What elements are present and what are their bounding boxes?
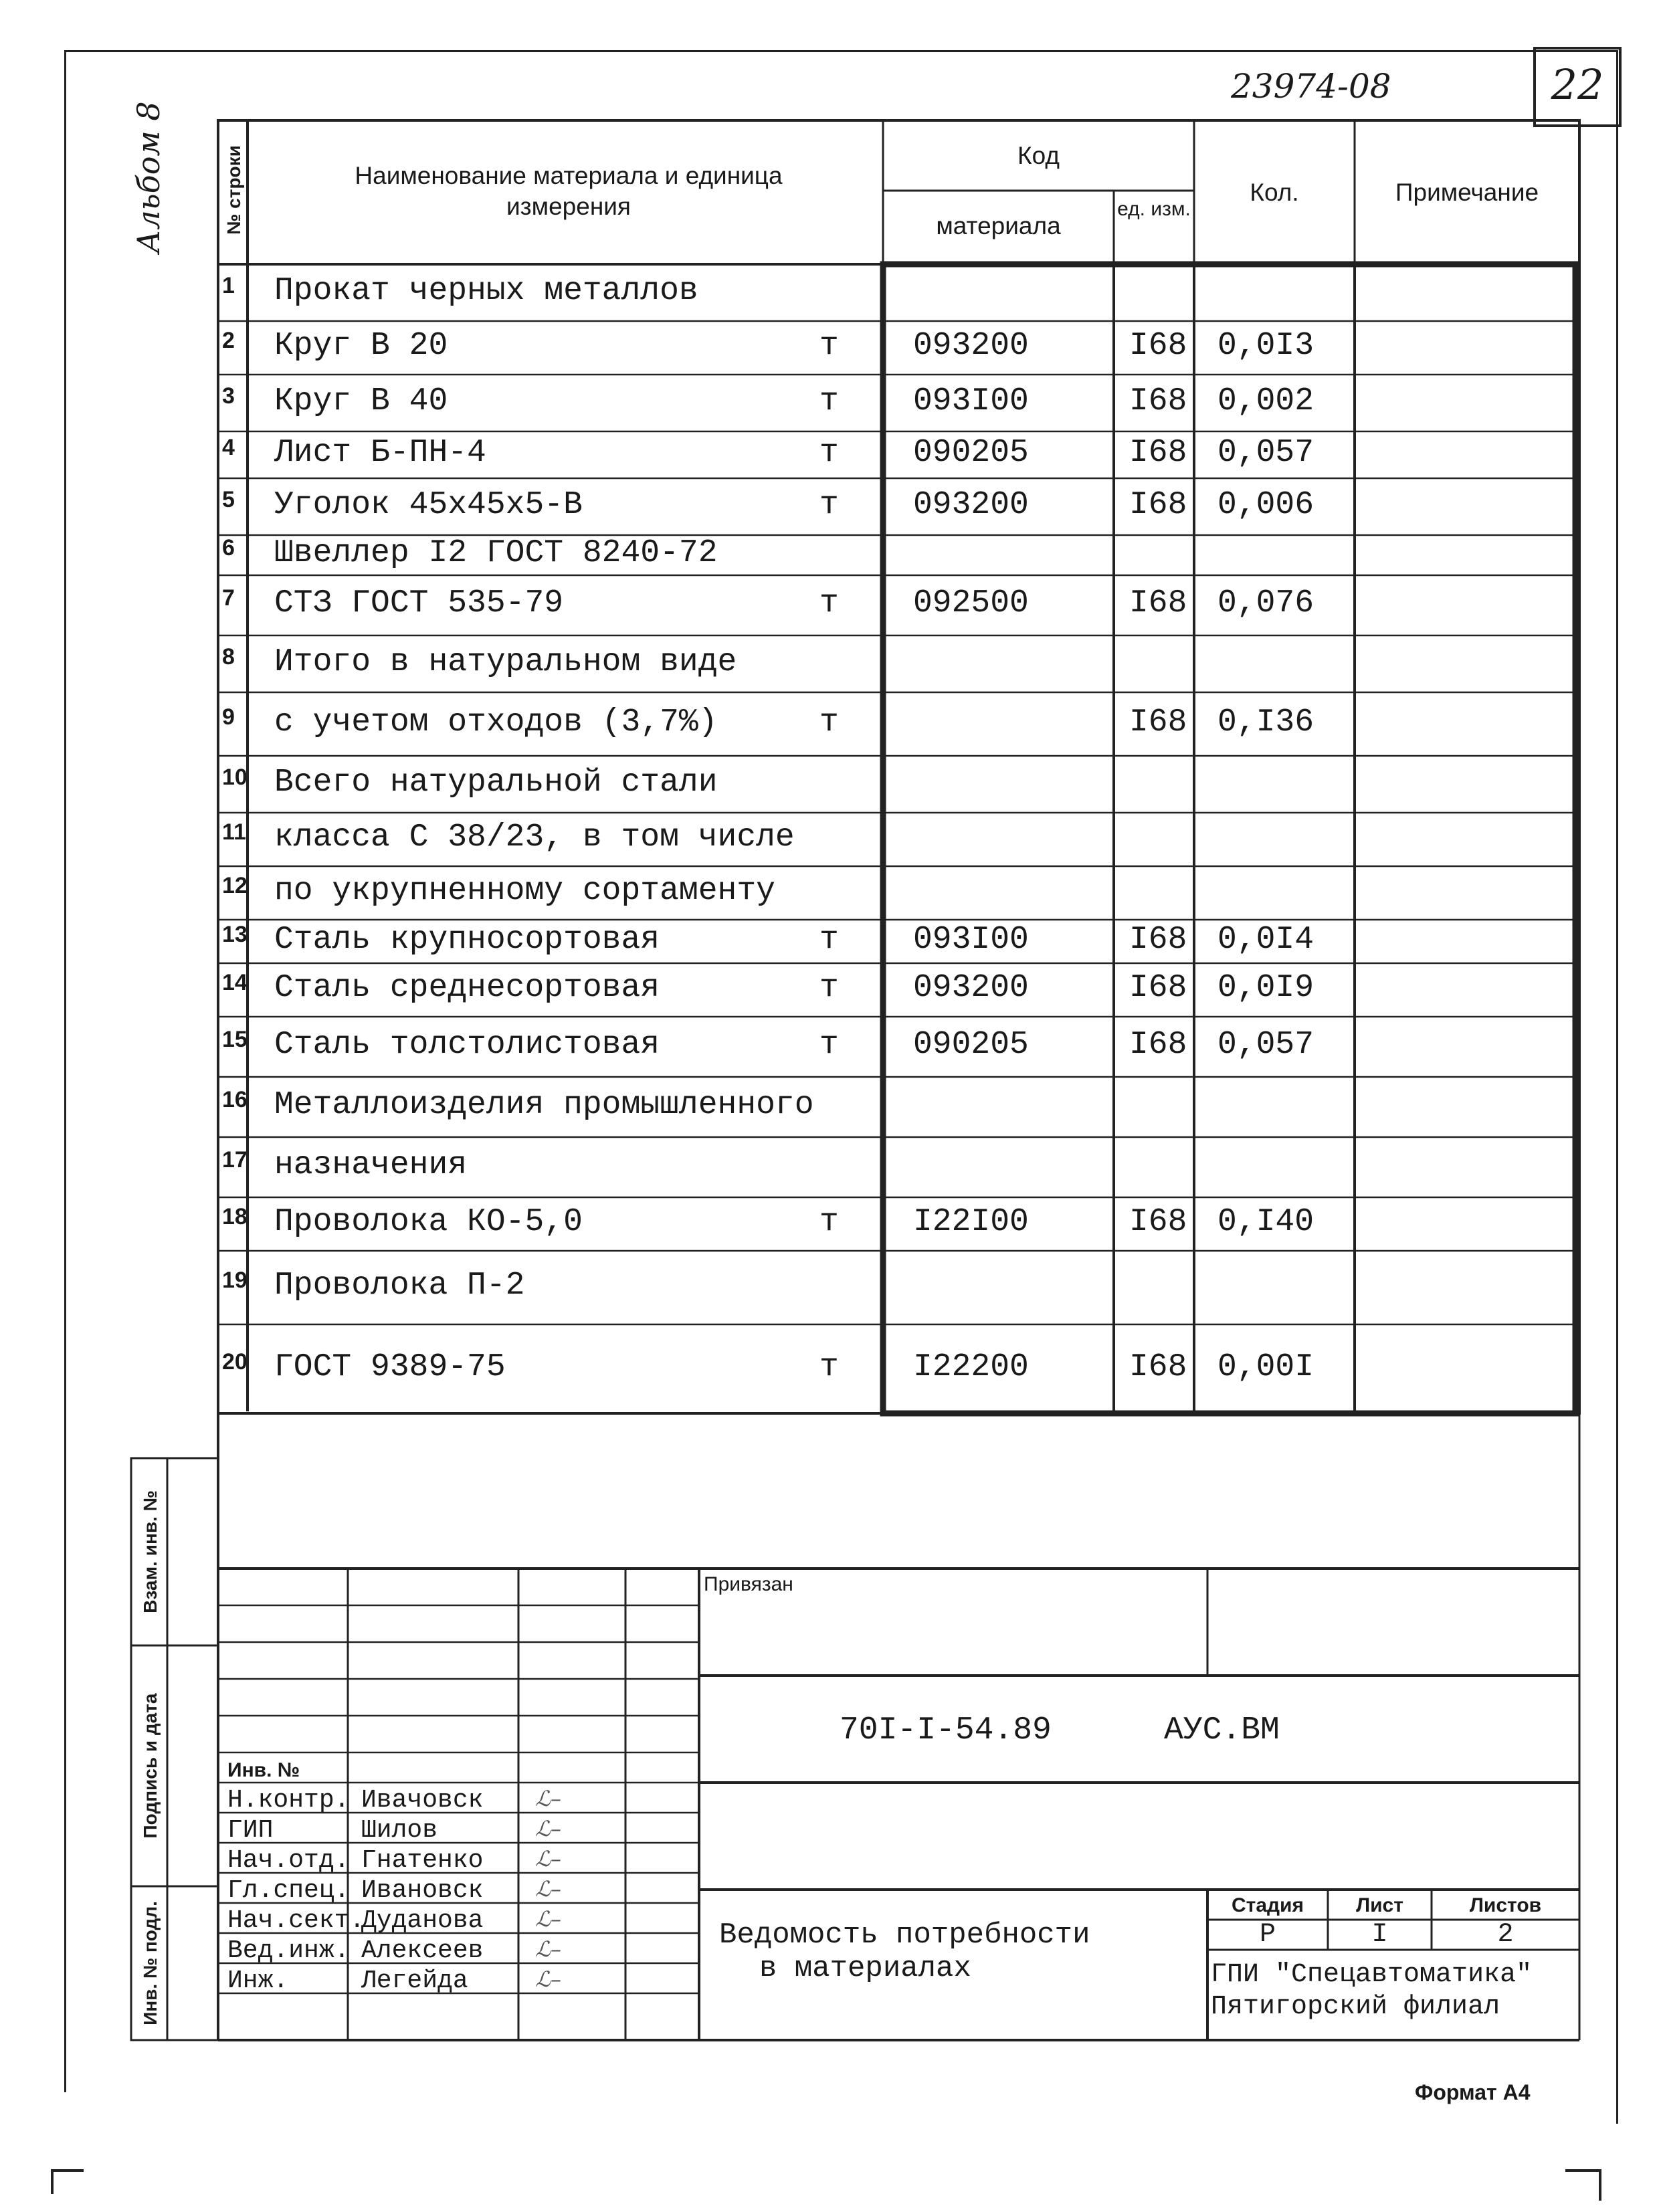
stamp-set-code: АУС.ВМ bbox=[1164, 1712, 1280, 1748]
row-unit-letter: т bbox=[819, 922, 839, 958]
signature-role: Вед.инж. bbox=[227, 1936, 350, 1965]
row-number: 16 bbox=[222, 1087, 248, 1112]
row-unit-code: I68 bbox=[1129, 1027, 1187, 1063]
row-unit-code: I68 bbox=[1129, 1204, 1187, 1240]
row-material-code: 092500 bbox=[913, 585, 1029, 621]
row-name: Проволока КО-5,0 bbox=[274, 1204, 583, 1240]
row-number: 11 bbox=[222, 819, 246, 845]
stamp-sheet-label: Лист bbox=[1356, 1894, 1403, 1916]
row-name: ГОСТ 9389-75 bbox=[274, 1349, 506, 1385]
row-name: Итого в натуральном виде bbox=[274, 644, 737, 680]
crop-mark-left bbox=[52, 2171, 84, 2194]
row-unit-code: I68 bbox=[1129, 585, 1187, 621]
row-number: 9 bbox=[222, 704, 235, 730]
row-unit-letter: т bbox=[819, 487, 839, 523]
row-unit-code: I68 bbox=[1129, 383, 1187, 419]
signature-name: Дуданова bbox=[361, 1906, 484, 1935]
row-number: 10 bbox=[222, 765, 248, 790]
row-unit-code: I68 bbox=[1129, 1349, 1187, 1385]
row-unit-letter: т bbox=[819, 704, 839, 740]
signature-role: Н.контр. bbox=[227, 1786, 350, 1815]
handwritten-signature: ℒ– bbox=[535, 1936, 562, 1962]
row-material-code: 093200 bbox=[913, 970, 1029, 1006]
signature-name: Шилов bbox=[361, 1816, 438, 1845]
header-row-no: № строки bbox=[223, 145, 244, 235]
row-name: Уголок 45х45х5-В bbox=[274, 487, 583, 523]
stamp-stage: Р bbox=[1259, 1920, 1276, 1950]
row-quantity: 0,0I3 bbox=[1217, 328, 1314, 364]
row-number: 3 bbox=[222, 383, 235, 409]
side-inv-orig: Инв. № подл. bbox=[140, 1901, 161, 2025]
handwritten-signature: ℒ– bbox=[535, 1876, 562, 1902]
row-number: 1 bbox=[222, 273, 235, 298]
row-quantity: 0,I40 bbox=[1217, 1204, 1314, 1240]
row-unit-letter: т bbox=[819, 970, 839, 1006]
stamp-title-2: в материалах bbox=[759, 1952, 971, 1985]
row-unit-code: I68 bbox=[1129, 922, 1187, 958]
row-material-code: 093200 bbox=[913, 487, 1029, 523]
row-name: Всего натуральной стали bbox=[274, 765, 718, 801]
row-number: 5 bbox=[222, 487, 235, 512]
row-quantity: 0,002 bbox=[1217, 383, 1314, 419]
handwritten-signature: ℒ– bbox=[535, 1846, 562, 1872]
side-sign-date: Подпись и дата bbox=[140, 1693, 161, 1839]
row-unit-letter: т bbox=[819, 328, 839, 364]
header-name: Наименование материала и единица измерения bbox=[355, 162, 783, 221]
row-number: 12 bbox=[222, 873, 248, 898]
header-material: материала bbox=[936, 212, 1061, 239]
row-name: Проволока П-2 bbox=[274, 1268, 525, 1304]
signature-name: Алексеев bbox=[361, 1936, 484, 1965]
handwritten-signature: ℒ– bbox=[535, 1906, 562, 1932]
stamp-designation: 70I-I-54.89 bbox=[840, 1712, 1052, 1748]
row-number: 19 bbox=[222, 1268, 248, 1293]
row-material-code: 093I00 bbox=[913, 922, 1029, 958]
row-name: назначения bbox=[274, 1147, 468, 1183]
row-name: Сталь толстолистовая bbox=[274, 1027, 660, 1063]
row-name: Лист Б-ПН-4 bbox=[274, 435, 486, 471]
row-name: Сталь крупносортовая bbox=[274, 922, 660, 958]
stamp-title-1: Ведомость потребности bbox=[719, 1918, 1090, 1952]
row-unit-code: I68 bbox=[1129, 704, 1187, 740]
format-label: Формат А4 bbox=[1415, 2080, 1531, 2104]
signature-role: Инж. bbox=[227, 1967, 289, 1995]
row-number: 15 bbox=[222, 1027, 248, 1052]
row-material-code: I22I00 bbox=[913, 1204, 1029, 1240]
row-material-code: I22200 bbox=[913, 1349, 1029, 1385]
row-quantity: 0,006 bbox=[1217, 487, 1314, 523]
row-name: Швеллер I2 ГОСТ 8240-72 bbox=[274, 535, 718, 571]
row-number: 7 bbox=[222, 585, 235, 611]
row-name: Круг В 20 bbox=[274, 328, 448, 364]
row-number: 20 bbox=[222, 1349, 248, 1375]
header-code: Код bbox=[1017, 142, 1060, 169]
row-number: 2 bbox=[222, 328, 235, 353]
document-number: 23974-08 bbox=[1231, 67, 1391, 106]
row-number: 18 bbox=[222, 1204, 248, 1229]
row-quantity: 0,0I4 bbox=[1217, 922, 1314, 958]
row-unit-letter: т bbox=[819, 1349, 839, 1385]
signature-name: Легейда bbox=[361, 1967, 468, 1995]
row-quantity: 0,I36 bbox=[1217, 704, 1314, 740]
row-name: класса С 38/23, в том числе bbox=[274, 819, 795, 856]
row-number: 4 bbox=[222, 435, 235, 460]
signature-role: Нач.сект. bbox=[227, 1906, 365, 1935]
stamp-linked: Привязан bbox=[704, 1573, 793, 1595]
stamp-inv-no: Инв. № bbox=[227, 1759, 300, 1781]
row-unit-letter: т bbox=[819, 1204, 839, 1240]
handwritten-signature: ℒ– bbox=[535, 1816, 562, 1841]
header-note: Примечание bbox=[1395, 179, 1539, 206]
signature-role: Нач.отд. bbox=[227, 1846, 350, 1875]
row-number: 17 bbox=[222, 1147, 248, 1173]
row-material-code: 093I00 bbox=[913, 383, 1029, 419]
row-quantity: 0,00I bbox=[1217, 1349, 1314, 1385]
row-number: 13 bbox=[222, 922, 248, 947]
header-qty: Кол. bbox=[1250, 179, 1299, 206]
side-replace-inv: Взам. инв. № bbox=[140, 1490, 161, 1613]
header-unit: ед. изм. bbox=[1117, 198, 1191, 220]
row-name: по укрупненному сортаменту bbox=[274, 873, 775, 909]
stamp-sheets-label: Листов bbox=[1469, 1894, 1542, 1916]
row-name: с учетом отходов (3,7%) bbox=[274, 704, 718, 740]
row-unit-letter: т bbox=[819, 383, 839, 419]
row-unit-code: I68 bbox=[1129, 487, 1187, 523]
signature-role: Гл.спец. bbox=[227, 1876, 350, 1905]
row-name: СТЗ ГОСТ 535-79 bbox=[274, 585, 564, 621]
stamp-org-1: ГПИ "Спецавтоматика" bbox=[1211, 1960, 1533, 1990]
row-material-code: 090205 bbox=[913, 1027, 1029, 1063]
sheet-number: 22 bbox=[1533, 47, 1622, 127]
stamp-sheets: 2 bbox=[1497, 1920, 1514, 1950]
row-quantity: 0,076 bbox=[1217, 585, 1314, 621]
signature-name: Ивачовск bbox=[361, 1786, 484, 1815]
stamp-stage-label: Стадия bbox=[1231, 1894, 1304, 1916]
row-name: Круг В 40 bbox=[274, 383, 448, 419]
row-unit-code: I68 bbox=[1129, 328, 1187, 364]
row-name: Сталь среднесортовая bbox=[274, 970, 660, 1006]
row-unit-letter: т bbox=[819, 435, 839, 471]
album-label: Альбом 8 bbox=[130, 101, 167, 254]
row-unit-code: I68 bbox=[1129, 435, 1187, 471]
row-name: Металлоизделия промышленного bbox=[274, 1087, 814, 1123]
row-quantity: 0,057 bbox=[1217, 435, 1314, 471]
row-number: 6 bbox=[222, 535, 235, 561]
signature-name: Ивановск bbox=[361, 1876, 484, 1905]
row-material-code: 093200 bbox=[913, 328, 1029, 364]
row-number: 8 bbox=[222, 644, 235, 670]
row-unit-code: I68 bbox=[1129, 970, 1187, 1006]
crop-mark-right bbox=[1565, 2171, 1600, 2201]
row-material-code: 090205 bbox=[913, 435, 1029, 471]
row-unit-letter: т bbox=[819, 1027, 839, 1063]
handwritten-signature: ℒ– bbox=[535, 1786, 562, 1811]
signature-name: Гнатенко bbox=[361, 1846, 484, 1875]
row-name: Прокат черных металлов bbox=[274, 273, 698, 309]
signature-role: ГИП bbox=[227, 1816, 274, 1845]
handwritten-signature: ℒ– bbox=[535, 1967, 562, 1992]
stamp-sheet: I bbox=[1371, 1920, 1388, 1950]
row-number: 14 bbox=[222, 970, 248, 995]
row-quantity: 0,057 bbox=[1217, 1027, 1314, 1063]
stamp-org-2: Пятигорский филиал bbox=[1211, 1992, 1500, 2022]
row-quantity: 0,0I9 bbox=[1217, 970, 1314, 1006]
row-unit-letter: т bbox=[819, 585, 839, 621]
